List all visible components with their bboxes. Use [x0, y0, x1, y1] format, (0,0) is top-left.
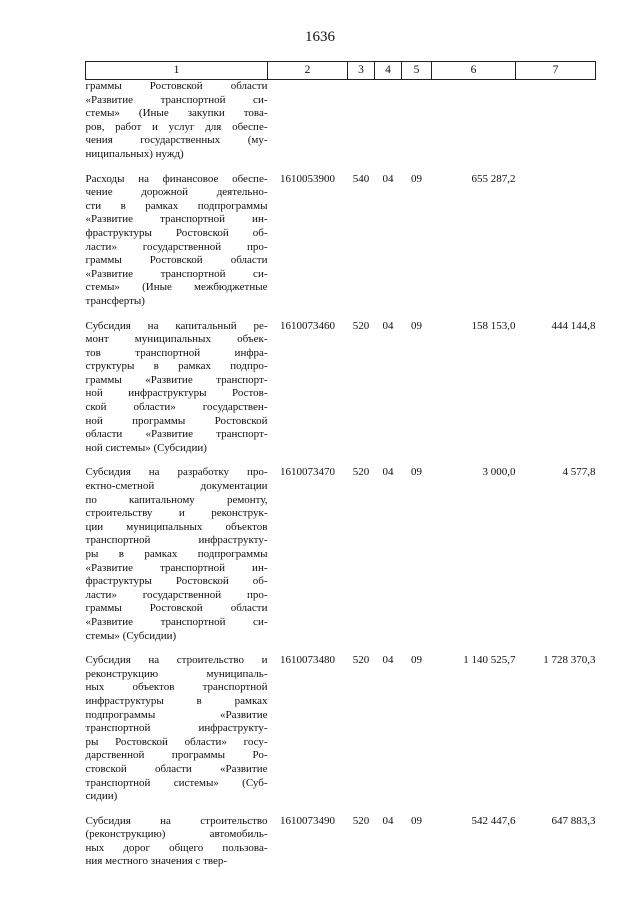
description-line: ской области» государствен-: [85, 401, 268, 414]
description-line: «Развитие транспортной си-: [85, 615, 268, 628]
budget-code-cell: 1610053900: [280, 172, 335, 185]
description-line: «Развитие транспортной си-: [85, 267, 268, 280]
description-line: Расходы на финансовое обеспе-: [85, 172, 268, 185]
description-line: граммы Ростовской области: [85, 80, 268, 92]
amount-year-1-cell: 158 153,0: [471, 319, 516, 332]
description-line: ров, работ и услуг для обеспе-: [85, 120, 268, 133]
subsection-cell: [402, 80, 432, 162]
description-line: транспортной инфраструкту-: [85, 534, 268, 547]
expense-type-cell: 540: [352, 172, 370, 185]
description-line: области «Развитие транспорт-: [85, 428, 268, 441]
amount-year-1-cell: 542 447,6: [471, 814, 516, 827]
description-line: граммы Ростовской области: [85, 254, 268, 267]
description-line: трансферты): [85, 294, 145, 307]
column-number-header: [86, 62, 596, 80]
subsection-cell: 09: [411, 654, 422, 667]
amount-year-1-cell: 655 287,2: [471, 172, 516, 185]
description-line: ниципальных) нужд): [85, 147, 184, 160]
description-line: стовской области «Развитие: [85, 762, 268, 775]
description-line: Субсидия на строительство: [85, 814, 268, 827]
table-row: [86, 804, 596, 869]
description-line: тов транспортной инфра-: [85, 346, 268, 359]
expense-type-cell: 520: [352, 814, 370, 827]
amount-year-1-cell: 3 000,0: [482, 466, 516, 479]
description-line: стемы» (Иные закупки това-: [85, 107, 268, 120]
budget-table: [85, 61, 596, 869]
section-cell: 04: [382, 466, 394, 479]
budget-code-cell: 1610073470: [280, 466, 335, 479]
description-line: ласти» государственной про-: [85, 240, 268, 253]
description-line: ры в рамках подпрограммы: [85, 548, 268, 560]
table-row: [86, 309, 596, 456]
description-line: чения государственных (му-: [85, 134, 268, 147]
description-line: Субсидия на строительство и: [85, 654, 268, 667]
description-line: стемы» (Иные межбюджетные: [85, 281, 268, 294]
expense-type-cell: 520: [352, 466, 370, 479]
amount-year-1-cell: [432, 80, 516, 162]
budget-code-cell: 1610073490: [280, 814, 335, 827]
description-line: граммы «Развитие транспорт-: [85, 373, 268, 386]
description-line: ектно-сметной документации: [85, 480, 268, 493]
description-line: фраструктуры Ростовской об-: [85, 226, 268, 239]
amount-year-2-cell: 647 883,3: [551, 814, 596, 827]
description-line: по капитальному ремонту,: [85, 493, 268, 506]
amount-year-2-cell: 4 577,8: [562, 466, 596, 479]
subsection-cell: 09: [411, 172, 422, 185]
column-header: 6: [432, 62, 516, 80]
section-cell: [375, 80, 402, 162]
column-header: 5: [402, 62, 432, 80]
amount-year-1-cell: 1 140 525,7: [463, 654, 516, 667]
section-cell: 04: [382, 814, 394, 827]
description-line: фраструктуры Ростовской об-: [85, 575, 268, 588]
column-header: 4: [375, 62, 402, 80]
budget-code-cell: 1610073480: [280, 654, 335, 667]
table-row: [86, 455, 596, 643]
description-line: ных объектов транспортной: [85, 681, 268, 694]
column-header: 3: [348, 62, 375, 80]
description-line: ных дорог общего пользова-: [85, 841, 268, 854]
description-line: дарственной программы Ро-: [85, 749, 268, 762]
description-line: транспортной системы» (Суб-: [85, 776, 268, 789]
table-row: [86, 162, 596, 309]
expense-type-cell: [348, 80, 375, 162]
row-description: [86, 309, 268, 456]
expense-type-cell: 520: [352, 319, 370, 332]
description-line: ния местного значения с твер-: [85, 855, 228, 868]
budget-code-cell: [268, 80, 348, 162]
description-line: монт муниципальных объек-: [85, 333, 268, 346]
description-line: транспортной инфраструкту-: [85, 722, 268, 735]
amount-year-2-cell: [516, 80, 596, 162]
amount-year-2-cell: [516, 162, 596, 309]
description-line: ции муниципальных объектов: [85, 520, 268, 533]
table-row: [86, 80, 596, 162]
description-line: Субсидия на капитальный ре-: [85, 319, 268, 332]
section-cell: 04: [382, 172, 394, 185]
row-description: [86, 804, 268, 869]
description-line: «Развитие транспортной си-: [85, 93, 268, 106]
row-description: [86, 455, 268, 643]
column-header: 1: [86, 62, 268, 80]
amount-year-2-cell: 1 728 370,3: [543, 654, 596, 667]
description-line: (реконструкцию) автомобиль-: [85, 828, 268, 841]
description-line: «Развитие транспортной ин-: [85, 213, 268, 226]
description-line: чение дорожной деятельно-: [85, 186, 268, 199]
expense-type-cell: 520: [352, 654, 370, 667]
subsection-cell: 09: [411, 814, 422, 827]
section-cell: 04: [382, 319, 394, 332]
description-line: сти в рамках подпрограммы: [85, 199, 268, 212]
subsection-cell: 09: [411, 319, 422, 332]
description-line: граммы Ростовской области: [85, 602, 268, 615]
description-line: ной программы Ростовской: [85, 414, 268, 427]
description-line: ры Ростовской области» госу-: [85, 735, 268, 748]
description-line: подпрограммы «Развитие: [85, 708, 268, 721]
description-line: стемы» (Субсидии): [85, 629, 177, 642]
table-row: [86, 643, 596, 804]
description-line: реконструкцию муниципаль-: [85, 667, 268, 680]
row-description: [86, 162, 268, 309]
description-line: Субсидия на разработку про-: [85, 466, 268, 479]
description-line: ной инфраструктуры Ростов-: [85, 387, 268, 400]
description-line: «Развитие транспортной ин-: [85, 561, 268, 574]
column-header: 2: [268, 62, 348, 80]
section-cell: 04: [382, 654, 394, 667]
page-number: 1636: [305, 29, 335, 45]
description-line: инфраструктуры в рамках: [85, 694, 268, 707]
subsection-cell: 09: [411, 466, 422, 479]
description-line: строительству и реконструк-: [85, 507, 268, 520]
row-description: [86, 80, 268, 162]
amount-year-2-cell: 444 144,8: [551, 319, 596, 332]
description-line: структуры в рамках подпро-: [85, 360, 268, 373]
description-line: ной системы» (Субсидии): [85, 441, 207, 454]
description-line: ласти» государственной про-: [85, 588, 268, 601]
description-line: сидии): [85, 790, 118, 803]
row-description: [86, 643, 268, 804]
budget-code-cell: 1610073460: [280, 319, 335, 332]
column-header: 7: [516, 62, 596, 80]
